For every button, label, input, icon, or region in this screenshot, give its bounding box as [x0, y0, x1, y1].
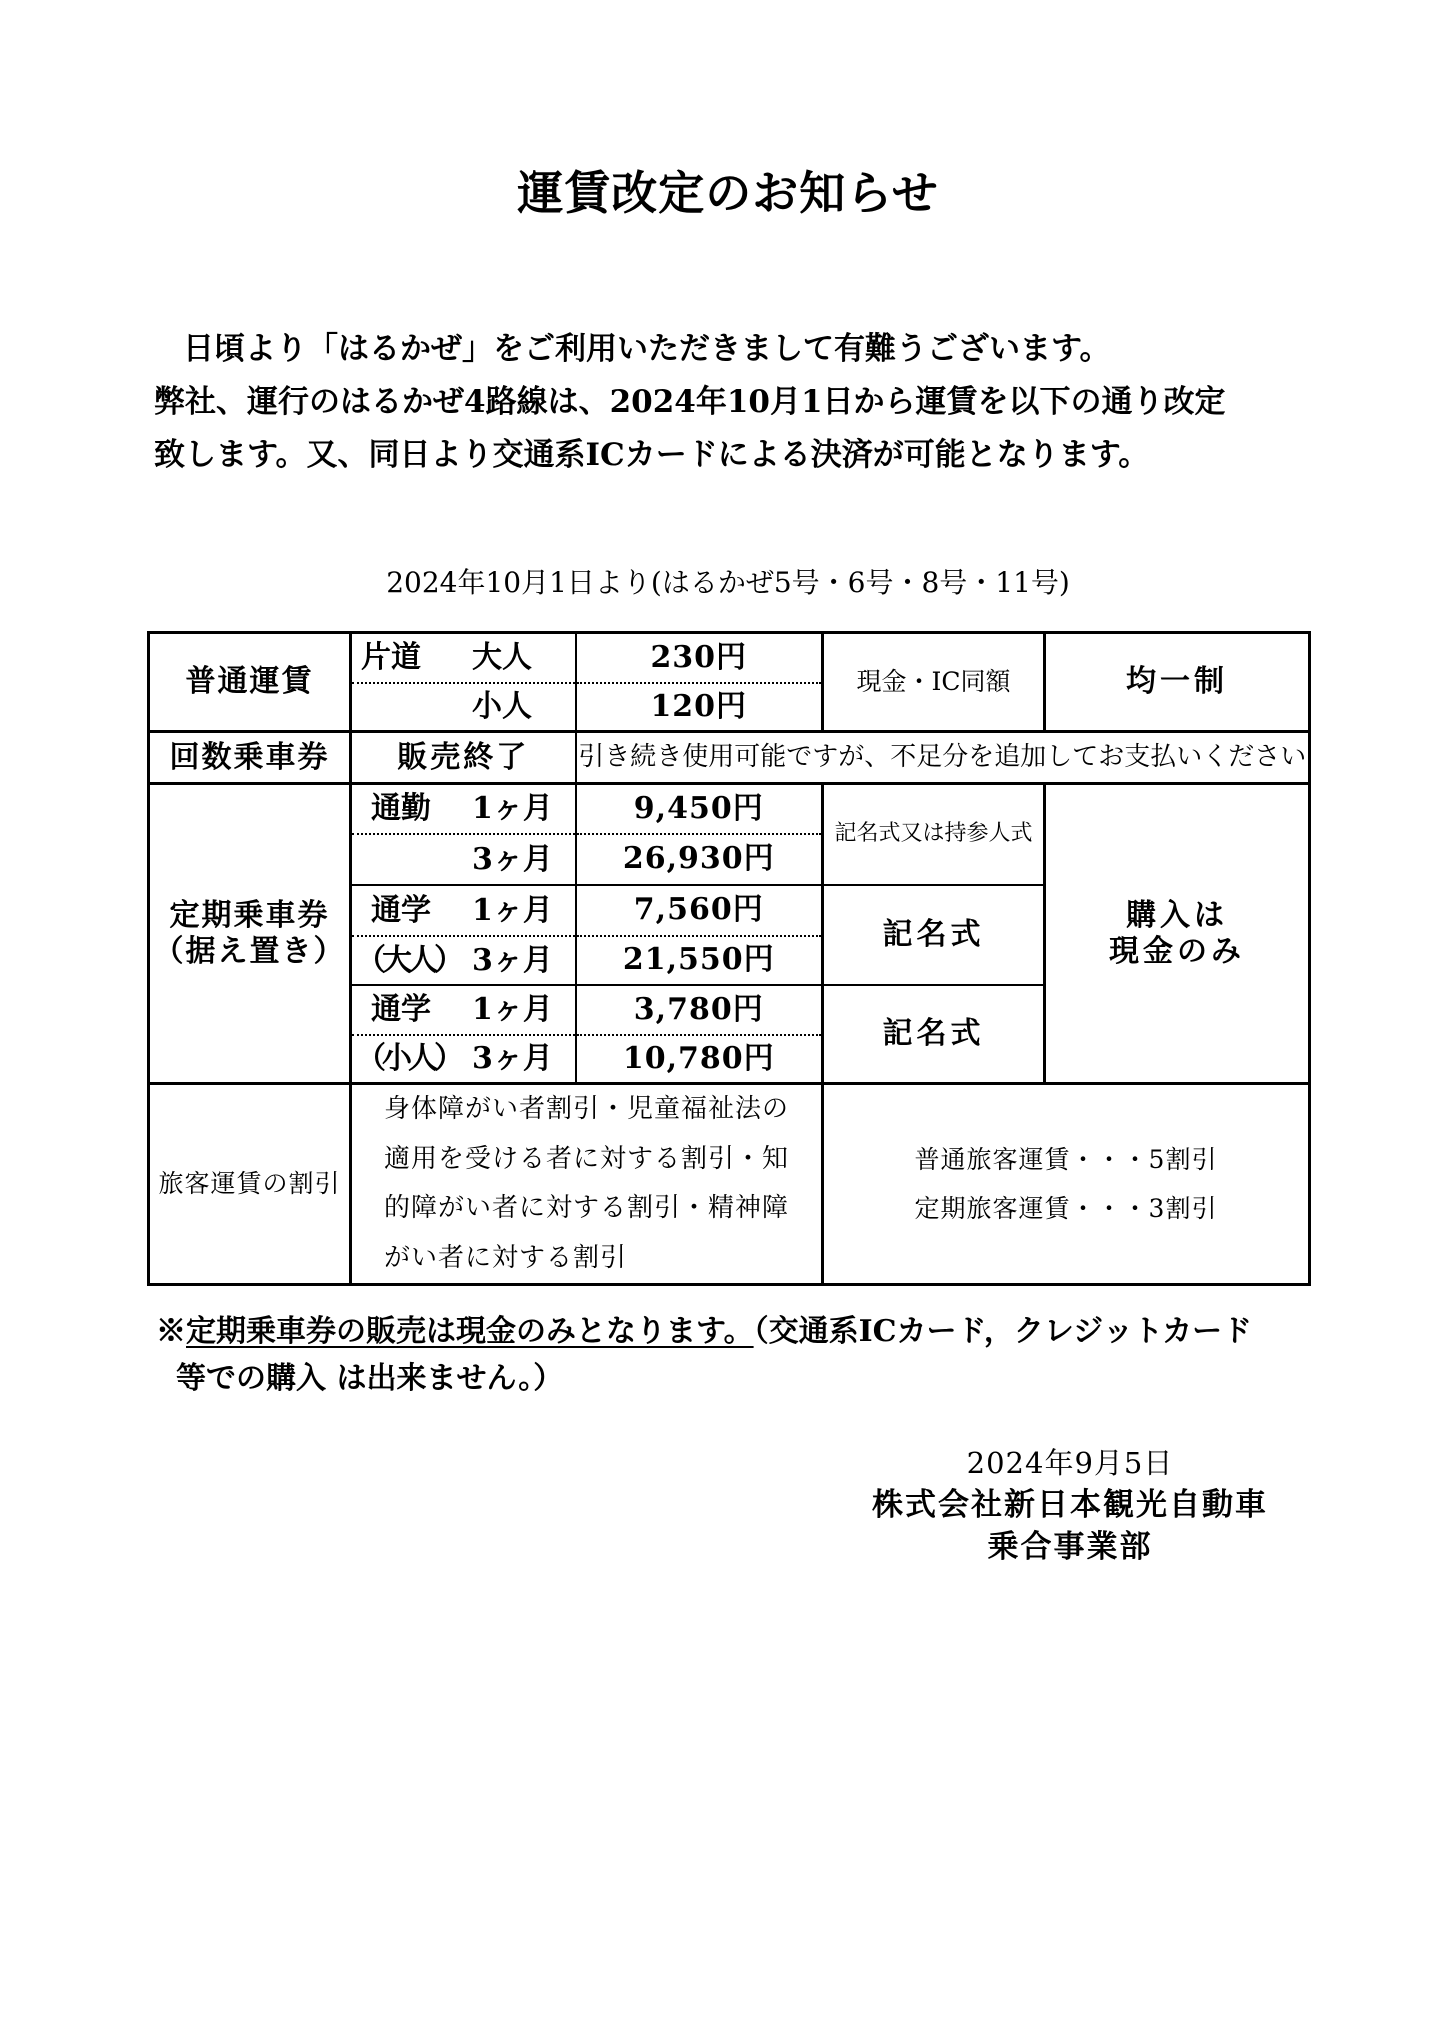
purchase-note-line: 現金のみ — [1109, 933, 1245, 969]
issue-date: 2024年9月5日 — [966, 1446, 1174, 1480]
rider-type: 大人 — [472, 640, 532, 676]
company-name: 株式会社新日本観光自動車 — [872, 1487, 1268, 1523]
commuter-period: 1ヶ月 — [472, 791, 553, 827]
ticket-type: 記名式又は持参人式 — [823, 784, 1045, 885]
discount-eligibility — [351, 1084, 823, 1285]
commuter-category: （小人） — [356, 1041, 460, 1077]
commuter-category: 通学 — [371, 992, 431, 1027]
purchase-note — [1045, 784, 1310, 1084]
fare-amount: 120円 — [576, 683, 823, 732]
table-row — [149, 1084, 1310, 1285]
fare-amount: 21,550円 — [576, 936, 823, 985]
commuter-period: 3ヶ月 — [472, 1041, 553, 1077]
fare-amount: 3,780円 — [576, 985, 823, 1035]
commuter-type-cell — [351, 1035, 576, 1084]
fare-type-cell — [351, 683, 576, 732]
commuter-type-cell — [351, 985, 576, 1035]
ticket-type: 記名式 — [823, 985, 1045, 1084]
discount-rate-line: 定期旅客運賃・・・3割引 — [914, 1194, 1218, 1223]
fare-table — [147, 631, 1311, 1286]
fare-type-cell — [351, 633, 576, 683]
payment-note: 現金・IC同額 — [823, 633, 1045, 732]
ticket-type: 記名式 — [823, 885, 1045, 985]
notice-line — [156, 1308, 1252, 1355]
fare-amount: 7,560円 — [576, 885, 823, 936]
commuter-category: 通学 — [371, 892, 431, 928]
table-row — [149, 732, 1310, 784]
discount-eligibility-line: 適用を受ける者に対する割引・知 — [384, 1143, 790, 1174]
purchase-note-line: 購入は — [1126, 897, 1228, 933]
discount-rates — [823, 1084, 1310, 1285]
notice-rest: （交通系ICカード，クレジットカード — [753, 1314, 1253, 1349]
commuter-label-line: （据え置き） — [153, 933, 346, 969]
commuter-period: 3ヶ月 — [472, 841, 553, 877]
coupon-label: 回数乗車券 — [149, 732, 351, 784]
notice-emphasis: 定期乗車券の販売は現金のみとなります。 — [186, 1314, 754, 1349]
department-name: 乗合事業部 — [987, 1529, 1153, 1565]
commuter-period: 1ヶ月 — [472, 892, 553, 928]
commuter-category: （大人） — [356, 942, 460, 978]
discount-rate-line: 普通旅客運賃・・・5割引 — [914, 1145, 1218, 1174]
discount-eligibility-line: がい者に対する割引 — [384, 1242, 628, 1273]
intro-line: 致します。又、同日より交通系ICカードによる決済が可能となります。 — [154, 437, 1150, 473]
commuter-category: 通勤 — [371, 791, 431, 827]
intro-line: 日頃より「はるかぜ」をご利用いただきまして有難うございます。 — [183, 331, 1111, 367]
rider-type: 小人 — [472, 689, 532, 725]
commuter-type-cell — [351, 885, 576, 936]
fare-system: 均一制 — [1045, 633, 1310, 732]
regular-fare-label: 普通運賃 — [149, 633, 351, 732]
commuter-type-cell — [351, 936, 576, 985]
commuter-type-cell — [351, 784, 576, 834]
fare-amount: 230円 — [576, 633, 823, 683]
notice-mark: ※ — [156, 1314, 186, 1349]
discount-eligibility-line: 身体障がい者割引・児童福祉法の — [384, 1094, 790, 1124]
discount-label: 旅客運賃の割引 — [149, 1084, 351, 1285]
table-caption: 2024年10月1日より(はるかぜ5号・6号・8号・11号) — [386, 566, 1070, 599]
commuter-label — [149, 784, 351, 1084]
table-row — [149, 784, 1310, 834]
footer-block — [860, 1442, 1280, 1568]
discount-eligibility-line: 的障がい者に対する割引・精神障 — [384, 1193, 790, 1223]
trip-type: 片道 — [361, 640, 421, 676]
commuter-period: 1ヶ月 — [472, 992, 553, 1027]
commuter-type-cell — [351, 834, 576, 885]
intro-paragraph — [154, 323, 1314, 482]
commuter-label-line: 定期乗車券 — [169, 897, 330, 933]
fare-amount: 26,930円 — [576, 834, 823, 885]
fare-amount: 9,450円 — [576, 784, 823, 834]
coupon-note: 引き続き使用可能ですが、不足分を追加してお支払いください — [576, 732, 1310, 784]
purchase-notice — [156, 1308, 1252, 1402]
intro-line: 弊社、運行のはるかぜ4路線は、2024年10月1日から運賃を以下の通り改定 — [154, 384, 1226, 420]
notice-line: 等での購入 は出来ません。） — [176, 1361, 564, 1396]
page-title: 運賃改定のお知らせ — [517, 166, 939, 220]
coupon-status: 販売終了 — [351, 732, 576, 784]
fare-amount: 10,780円 — [576, 1035, 823, 1084]
commuter-period: 3ヶ月 — [472, 942, 553, 978]
table-row — [149, 633, 1310, 683]
